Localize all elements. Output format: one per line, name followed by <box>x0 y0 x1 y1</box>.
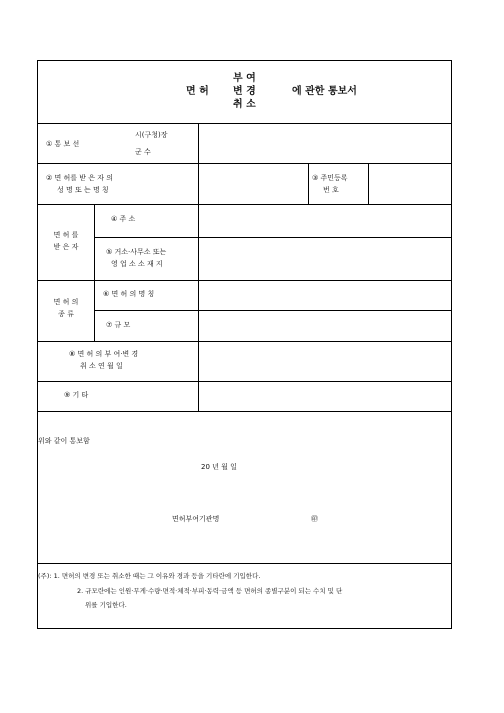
col-rule-resident-right <box>368 163 369 204</box>
date-label-line1: ⑧ 면 허 의 부 여·변 경 <box>69 350 139 358</box>
notifier-county: 군 수 <box>135 148 151 156</box>
office-label-line1: ⑤ 거소·사무소 또는 <box>106 248 167 256</box>
notifier-label: ① 통 보 선 <box>46 140 80 148</box>
licensee-group-line1: 면 허 를 <box>53 231 79 239</box>
scale-label: ⑦ 규 모 <box>106 321 131 329</box>
rule-below-scale <box>38 341 451 342</box>
rule-below-notifier <box>38 163 451 164</box>
seal-mark: ㊞ <box>311 515 318 523</box>
title-change: 변 경 <box>233 86 256 97</box>
rule-below-license-name <box>94 310 451 311</box>
resident-number-label-line2: 번 호 <box>323 186 339 194</box>
notice-statement: 위와 같이 통보함 <box>38 437 90 445</box>
rule-below-office <box>38 280 451 281</box>
col-rule-group <box>94 204 95 341</box>
note-line-1: (주): 1. 면허의 변경 또는 취소한 때는 그 이유와 경과 등을 기타란에 기입한다. <box>38 572 261 580</box>
notifier-city: 시(구청)장 <box>135 131 168 139</box>
license-name-label: ⑥ 면 허 의 명 칭 <box>103 290 155 298</box>
notification-form <box>37 60 452 629</box>
rule-below-date <box>38 381 451 382</box>
rule-above-notes <box>38 563 451 564</box>
issuing-authority-label: 면허부여기관명 <box>172 515 220 523</box>
rule-below-recipient <box>38 204 451 205</box>
title-cancel: 취 소 <box>233 99 256 110</box>
notice-date-line: 20 년 월 일 <box>201 463 237 471</box>
title-suffix: 에 관한 통보서 <box>292 86 357 97</box>
recipient-label-line2: 성 명 또 는 명 칭 <box>57 186 109 194</box>
note-line-2: 2. 규모란에는 인원·무게·수량·면적·체적·부피·동력·금액 등 면허의 종별구분이 되는 수치 및 단 <box>77 587 343 595</box>
title-license: 면 허 <box>186 86 209 97</box>
rule-below-address <box>94 237 451 238</box>
rule-below-other <box>38 411 451 412</box>
other-label: ⑨ 기 타 <box>64 391 89 399</box>
office-label-line2: 영 업 소 소 재 지 <box>111 260 163 268</box>
title-grant: 부 여 <box>233 73 256 84</box>
license-type-group-line1: 면 허 의 <box>53 298 79 306</box>
recipient-label-line1: ② 면 허를 받 은 자 의 <box>46 174 113 182</box>
licensee-group-line2: 받 은 자 <box>53 243 79 251</box>
date-label-line2: 취 소 연 월 일 <box>80 362 123 370</box>
address-label: ④ 주 소 <box>111 215 136 223</box>
col-rule-resident-left <box>308 163 309 204</box>
note-line-3: 위를 기입한다. <box>85 601 127 609</box>
resident-number-label-line1: ③ 주민등록 <box>312 174 348 182</box>
col-rule-main <box>198 123 199 411</box>
rule-below-title <box>38 123 451 124</box>
license-type-group-line2: 종 류 <box>58 310 74 318</box>
